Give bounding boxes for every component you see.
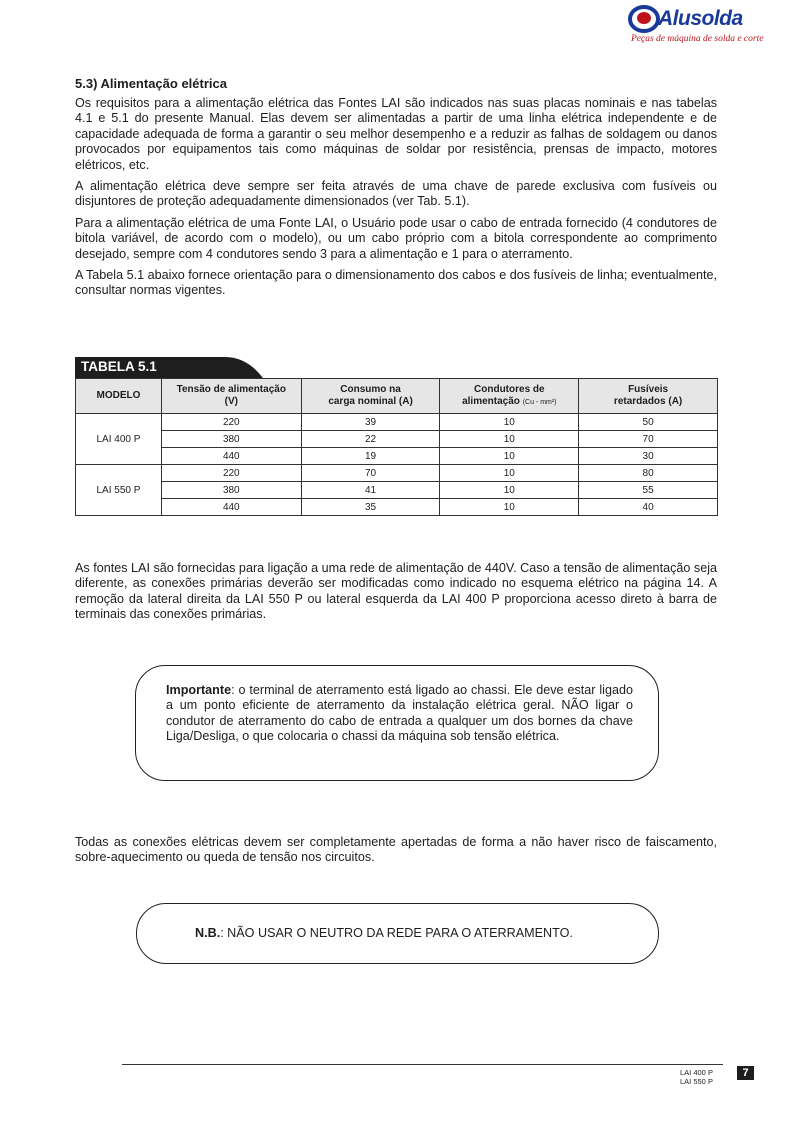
model-cell: LAI 550 P — [76, 465, 162, 516]
after-table-paragraph: As fontes LAI são fornecidas para ligação a uma rede de alimentação de 440V. Caso a tensão de alimentação seja diferente, as conexões primárias deverão ser modificadas como indicado no esquema elétrico na página 14. A remoção da lateral direita da LAI 550 P ou lateral esquerda da LAI 400 P proporciona acesso direto à barra de terminais das conexões primárias. — [75, 561, 717, 622]
nb-notice-box — [136, 903, 659, 964]
logo-swirl-icon — [628, 4, 662, 34]
model-cell: LAI 400 P — [76, 414, 162, 465]
conductors-cell: 10 — [440, 499, 579, 516]
paragraph-4: A Tabela 5.1 abaixo fornece orientação para o dimensionamento dos cabos e dos fusíveis de linha; eventualmente, consultar normas vigentes. — [75, 268, 717, 298]
voltage-cell: 440 — [161, 448, 301, 465]
table-row — [76, 482, 718, 499]
table-row — [76, 414, 718, 431]
section-content — [75, 76, 717, 305]
consumption-cell: 39 — [301, 414, 440, 431]
nb-label: N.B. — [195, 926, 221, 940]
consumption-cell: 41 — [301, 482, 440, 499]
consumption-cell: 22 — [301, 431, 440, 448]
final-section — [75, 835, 717, 872]
important-label: Importante — [166, 683, 232, 697]
header-model: MODELO — [76, 379, 162, 414]
conductors-cell: 10 — [440, 431, 579, 448]
paragraph-3: Para a alimentação elétrica de uma Fonte LAI, o Usuário pode usar o cabo de entrada fornecido (4 condutores de bitola variável, de acordo com o modelo), ou um cabo próprio com a bitola correspondente ao comprimento desejado, sempre com 4 condutores sendo 3 para a alimentação e 1 para o aterramento. — [75, 215, 717, 261]
nb-body: : NÃO USAR O NEUTRO DA REDE PARA O ATERRAMENTO. — [220, 926, 573, 940]
fuses-cell: 80 — [579, 465, 718, 482]
alusolda-logo — [628, 4, 764, 46]
paragraph-2: A alimentação elétrica deve sempre ser feita através de uma chave de parede exclusiva com fusíveis ou disjuntores de proteção adequadamente dimensionados (ver Tab. 5.1). — [75, 179, 717, 209]
voltage-cell: 220 — [161, 465, 301, 482]
voltage-cell: 220 — [161, 414, 301, 431]
footer-model-1: LAI 400 P — [680, 1068, 713, 1077]
fuses-cell: 70 — [579, 431, 718, 448]
voltage-cell: 380 — [161, 431, 301, 448]
important-notice-box — [135, 665, 659, 781]
conductors-cell: 10 — [440, 482, 579, 499]
header-conductors: Condutores de alimentação (Cu - mm²) — [440, 379, 579, 414]
header-voltage: Tensão de alimentação (V) — [161, 379, 301, 414]
footer-model-2: LAI 550 P — [680, 1076, 713, 1086]
logo-tagline: Peças de máquina de solda e corte — [631, 34, 764, 44]
footer-models — [680, 1069, 713, 1086]
fuses-cell: 55 — [579, 482, 718, 499]
fuses-cell: 30 — [579, 448, 718, 465]
table-title: TABELA 5.1 — [81, 359, 157, 374]
table-row — [76, 465, 718, 482]
table-title-tab — [75, 357, 718, 378]
page-number: 7 — [737, 1066, 754, 1080]
table-5-1 — [75, 357, 718, 516]
voltage-cell: 380 — [161, 482, 301, 499]
important-body: : o terminal de aterramento está ligado ao chassi. Ele deve estar ligado a um ponto eficiente de aterramento da instalação elétrica geral. NÃO ligar o condutor de aterramento do cabo de entrada a qualquer um dos bornes da chave Liga/Desliga, o que colocaria o chassi da máquina sob tensão elétrica. — [166, 683, 633, 744]
conductors-cell: 10 — [440, 448, 579, 465]
important-notice-text — [166, 683, 633, 745]
final-paragraph: Todas as conexões elétricas devem ser completamente apertadas de forma a não haver risco de faiscamento, sobre-aquecimento ou queda de tensão nos circuitos. — [75, 835, 717, 865]
table-row — [76, 448, 718, 465]
supply-table — [75, 378, 718, 516]
fuses-cell: 40 — [579, 499, 718, 516]
voltage-cell: 440 — [161, 499, 301, 516]
fuses-cell: 50 — [579, 414, 718, 431]
conductors-cell: 10 — [440, 465, 579, 482]
header-consumption: Consumo na carga nominal (A) — [301, 379, 440, 414]
header-fuses: Fusíveis retardados (A) — [579, 379, 718, 414]
conductors-cell: 10 — [440, 414, 579, 431]
nb-notice-text — [195, 926, 573, 941]
consumption-cell: 70 — [301, 465, 440, 482]
table-row — [76, 431, 718, 448]
table-row — [76, 499, 718, 516]
logo-brand: Alusolda — [658, 7, 743, 30]
section-heading: 5.3) Alimentação elétrica — [75, 76, 227, 91]
after-table-section — [75, 561, 717, 629]
footer-divider — [122, 1064, 723, 1065]
consumption-cell: 19 — [301, 448, 440, 465]
paragraph-1: Os requisitos para a alimentação elétrica das Fontes LAI são indicados nas suas placas nominais e nas tabelas 4.1 e 5.1 do presente Manual. Elas devem ser alimentadas a partir de uma linha elétrica independente e de capacidade adequada de forma a garantir o seu melhor desempenho e a reduzir as falhas de soldagem ou danos provocados por equipamentos tais como máquinas de soldar por resistência, prensas de impacto, motores elétricos, etc. — [75, 96, 717, 172]
consumption-cell: 35 — [301, 499, 440, 516]
